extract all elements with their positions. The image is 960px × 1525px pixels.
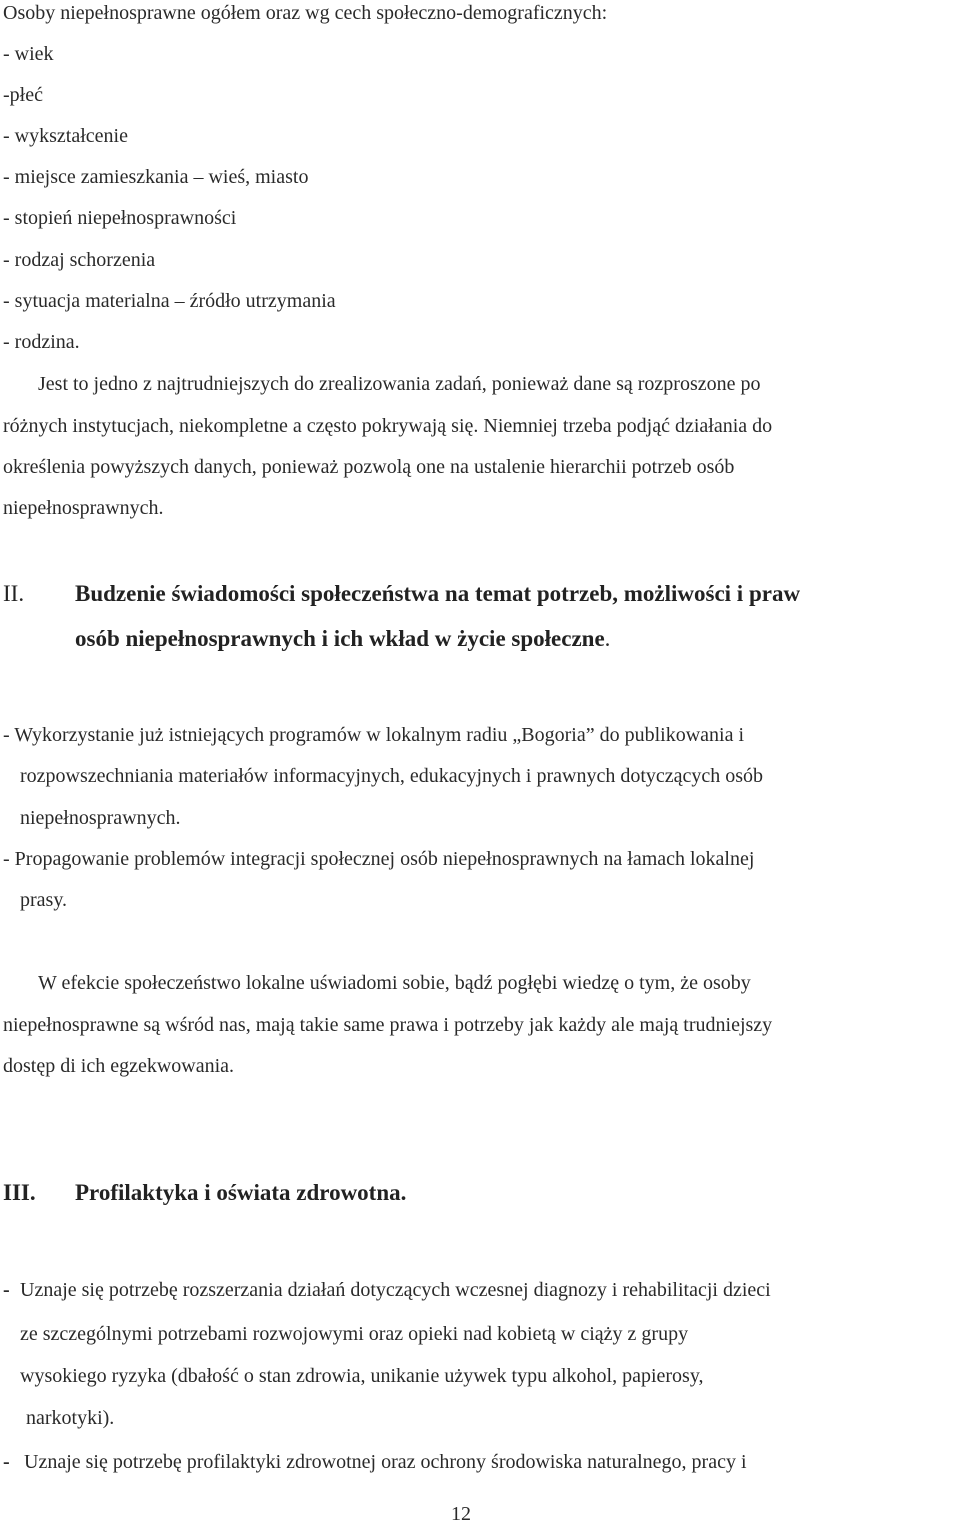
list-item: - miejsce zamieszkania – wieś, miasto bbox=[3, 166, 309, 188]
list-item: Uznaje się potrzebę rozszerzania działań dotyczących wczesnej diagnozy i rehabilitacji dzieci bbox=[20, 1279, 771, 1301]
list-item-continuation: wysokiego ryzyka (dbałość o stan zdrowia, unikanie używek typu alkohol, papierosy, bbox=[20, 1365, 704, 1387]
paragraph-line: niepełnosprawnych. bbox=[3, 497, 164, 519]
list-heading: Osoby niepełnosprawne ogółem oraz wg cech społeczno-demograficznych: bbox=[3, 2, 608, 24]
list-dash: - bbox=[3, 1279, 10, 1301]
section-title: Budzenie świadomości społeczeństwa na temat potrzeb, możliwości i praw bbox=[75, 581, 801, 606]
list-item: - rodzaj schorzenia bbox=[3, 249, 156, 271]
section-title-part: osób niepełnosprawnych i ich wkład w życie społeczne bbox=[75, 626, 605, 651]
list-item: - rodzina. bbox=[3, 331, 80, 353]
section-number: II. bbox=[3, 581, 25, 606]
list-item: -płeć bbox=[3, 84, 43, 106]
list-item: - wiek bbox=[3, 43, 54, 65]
list-item-continuation: narkotyki). bbox=[26, 1407, 115, 1429]
list-item: - Propagowanie problemów integracji społecznej osób niepełnosprawnych na łamach lokalnej bbox=[3, 848, 755, 870]
list-item: - Wykorzystanie już istniejących programów w lokalnym radiu „Bogoria” do publikowania i bbox=[3, 724, 745, 746]
paragraph-line: określenia powyższych danych, ponieważ pozwolą one na ustalenie hierarchii potrzeb osób bbox=[3, 456, 735, 478]
page-number: 12 bbox=[451, 1503, 471, 1525]
paragraph-line: różnych instytucjach, niekompletne a często pokrywają się. Niemniej trzeba podjąć działania do bbox=[3, 415, 773, 437]
paragraph-line: niepełnosprawne są wśród nas, mają takie same prawa i potrzeby jak każdy ale mają trudniejszy bbox=[3, 1014, 773, 1036]
section-number: III. bbox=[3, 1180, 36, 1205]
paragraph-line: W efekcie społeczeństwo lokalne uświadomi sobie, bądź pogłębi wiedzę o tym, że osoby bbox=[38, 972, 751, 994]
list-item: - sytuacja materialna – źródło utrzymania bbox=[3, 290, 336, 312]
list-item: - stopień niepełnosprawności bbox=[3, 207, 237, 229]
section-title: Profilaktyka i oświata zdrowotna. bbox=[75, 1180, 407, 1205]
list-dash: - bbox=[3, 1451, 10, 1473]
paragraph-line: Jest to jedno z najtrudniejszych do zrealizowania zadań, ponieważ dane są rozproszone po bbox=[38, 373, 761, 395]
list-item-continuation: ze szczególnymi potrzebami rozwojowymi oraz opieki nad kobietą w ciąży z grupy bbox=[20, 1323, 689, 1345]
section-title-period: . bbox=[604, 626, 611, 651]
list-item: - wykształcenie bbox=[3, 125, 128, 147]
list-item: Uznaje się potrzebę profilaktyki zdrowotnej oraz ochrony środowiska naturalnego, pracy i bbox=[24, 1451, 747, 1473]
paragraph-line: dostęp di ich egzekwowania. bbox=[3, 1055, 235, 1077]
list-item-continuation: niepełnosprawnych. bbox=[20, 807, 181, 829]
list-item-continuation: prasy. bbox=[20, 889, 68, 911]
section-title-line2 bbox=[75, 627, 610, 650]
list-item-continuation: rozpowszechniania materiałów informacyjnych, edukacyjnych i prawnych dotyczących osób bbox=[20, 765, 764, 787]
